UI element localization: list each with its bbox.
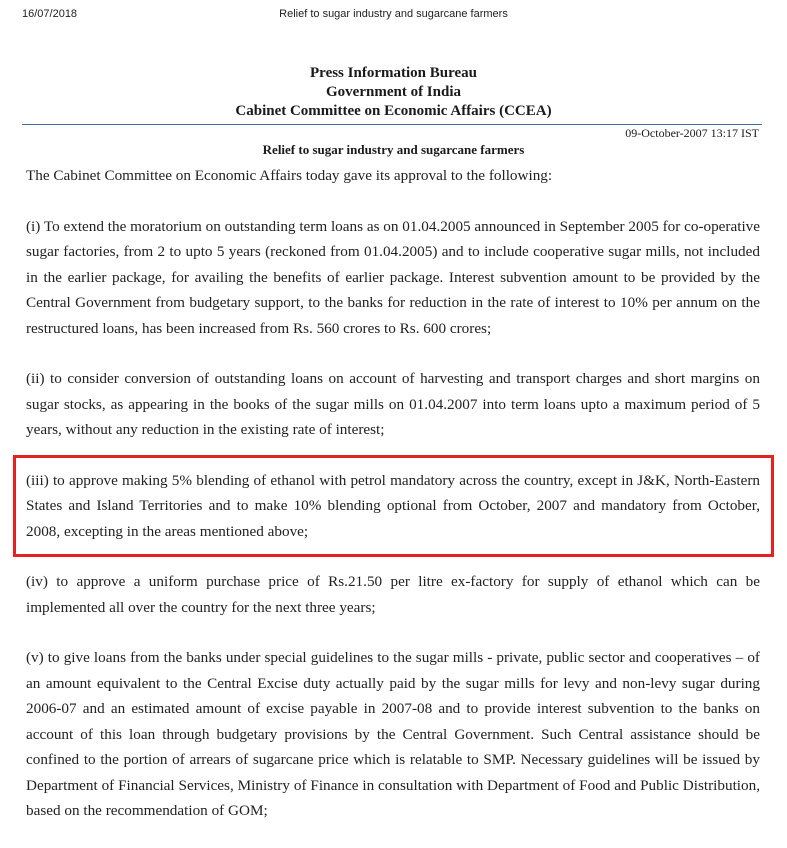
header-line-committee: Cabinet Committee on Economic Affairs (CCEA) [235,103,552,119]
header-divider [22,124,762,125]
item-paragraph-iv: (iv) to approve a uniform purchase price of Rs.21.50 per litre ex-factory for supply of ethanol which can be implemented all over the country for the next three years; [26,573,760,616]
item-paragraph-i: (i) To extend the moratorium on outstanding term loans as on 01.04.2005 announced in September 2005 for co-operative sugar factories, from 2 to upto 5 years (reckoned from 01.04.2005) and to include cooperative sugar mills, not included in the earlier package, for availing the benefits of earlier package. Interest subvention amount to be provided by the Central Government from budgetary support, to the banks for reduction in the rate of interest to 10% per annum on the restructured loans, has been increased from Rs. 560 crores to Rs. 600 crores; [26,217,760,337]
release-dateline: 09-October-2007 13:17 IST [625,126,759,140]
intro-paragraph: The Cabinet Committee on Economic Affairs today gave its approval to the following: [26,167,553,184]
item-paragraph-iii: (iii) to approve making 5% blending of ethanol with petrol mandatory across the country, except in J&K, North-Eastern States and Island Territories and to make 10% blending optional from October, 2007 and mandatory from October, 2008, excepting in the areas mentioned above; [26,471,760,540]
header-line-government: Government of India [326,84,461,100]
item-paragraph-ii: (ii) to consider conversion of outstanding loans on account of harvesting and transport charges and short margins on sugar stocks, as appearing in the books of the sugar mills on 01.04.2007 into term loans upto a maximum period of 5 years, without any reduction in the existing rate of interest; [26,370,760,438]
item-paragraph-v: (v) to give loans from the banks under special guidelines to the sugar mills - private, public sector and cooperatives – of an amount equivalent to the Central Excise duty actually paid by the sugar mills for levy and non-levy sugar during 2006-07 and an estimated amount of excise payable in 2007-08 and to provide interest subvention to the banks on account of this loan through budgetary provisions by the Central Government. Such Central assistance should be confined to the portion of arrears of sugarcane price which is relatable to SMP. Necessary guidelines will be issued by Department of Financial Services, Ministry of Finance in consultation with Department of Food and Public Distribution, based on the recommendation of GOM; [26,649,760,819]
print-header [22,8,765,22]
print-date: 16/07/2018 [22,8,78,20]
print-page-title: Relief to sugar industry and sugarcane farmers [279,8,508,20]
header-line-bureau: Press Information Bureau [310,65,477,81]
document-header [0,64,787,121]
release-title: Relief to sugar industry and sugarcane farmers [262,142,525,157]
highlight-box [13,455,774,557]
